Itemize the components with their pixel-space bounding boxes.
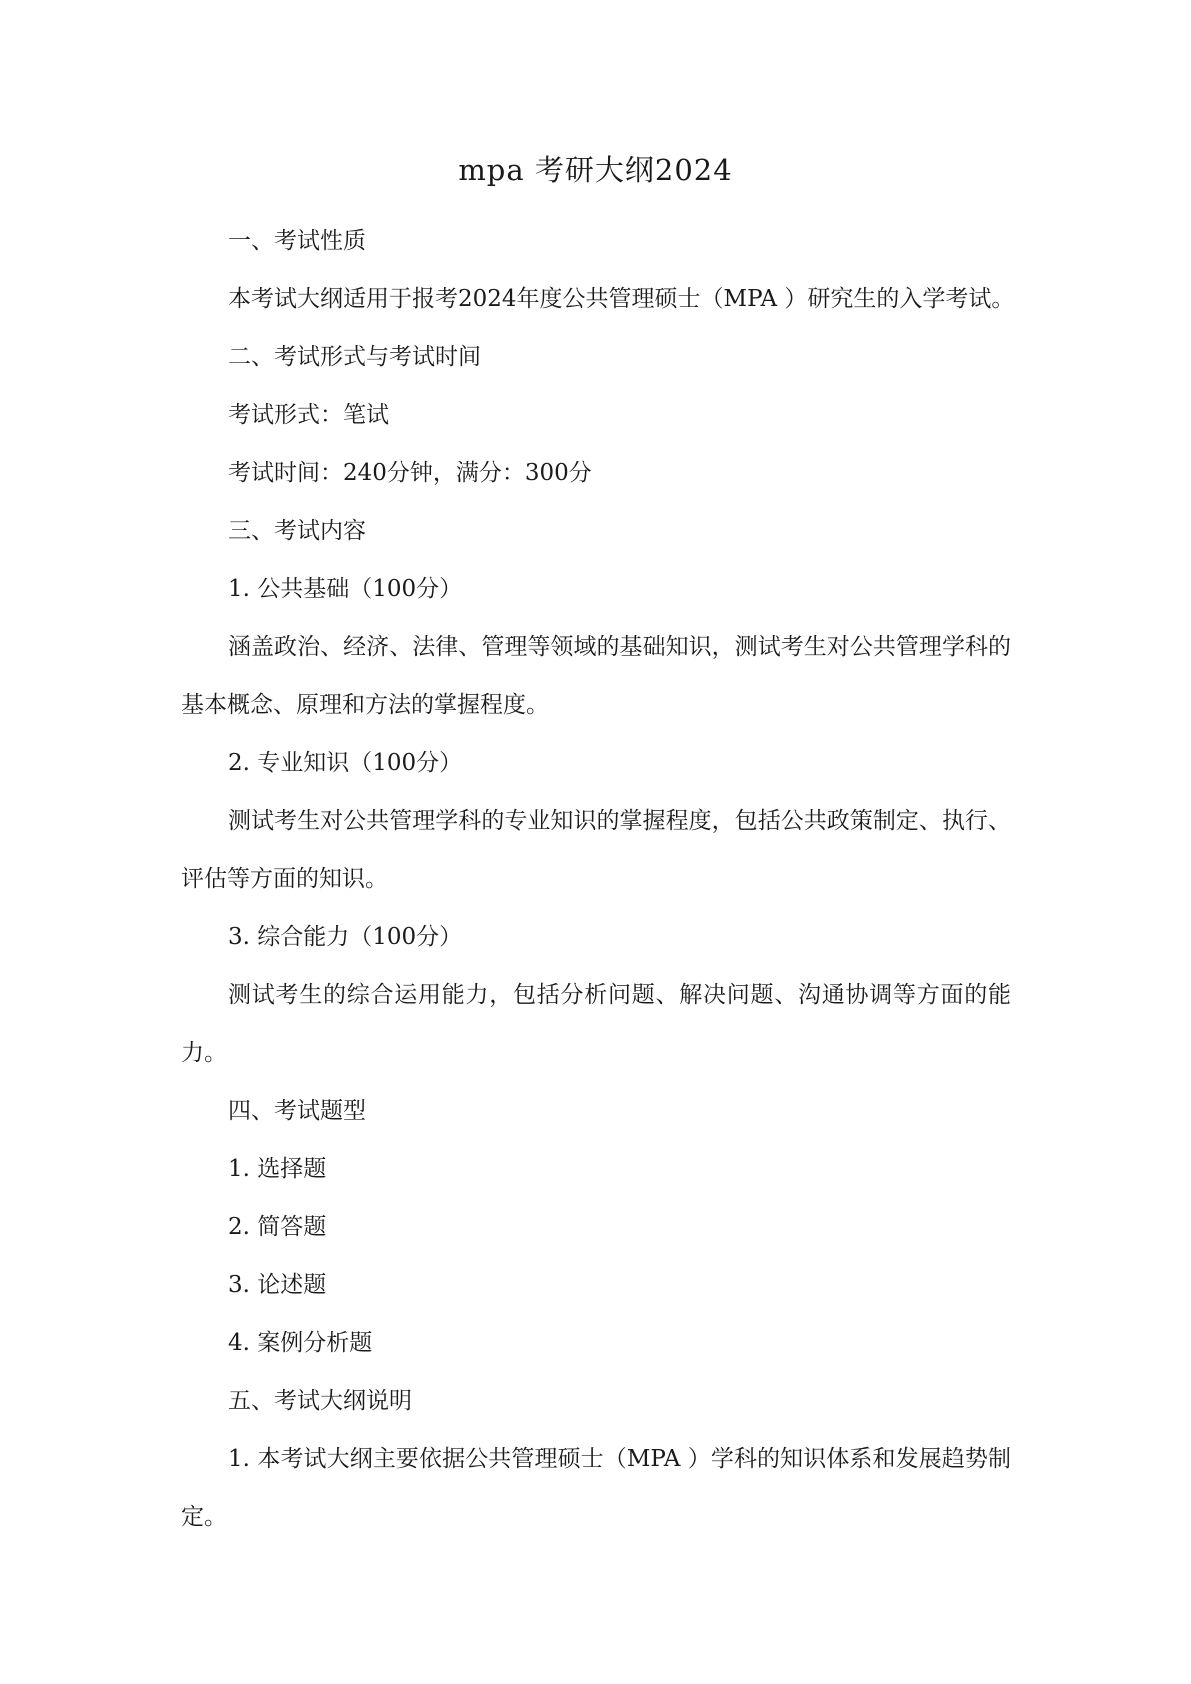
- paragraph-professional-knowledge-desc: 测试考生对公共管理学科的专业知识的掌握程度，包括公共政策制定、执行、评估等方面的知识。: [181, 808, 1011, 892]
- paragraph-exam-format: 考试形式：笔试: [228, 402, 389, 428]
- section-heading-exam-nature: 一、考试性质: [228, 228, 366, 254]
- paragraph-comprehensive-ability-desc: 测试考生的综合运用能力，包括分析问题、解决问题、沟通协调等方面的能力。: [181, 982, 1011, 1066]
- list-item-short-answer: 2. 简答题: [228, 1214, 327, 1240]
- list-item-case-analysis: 4. 案例分析题: [228, 1330, 373, 1356]
- section-heading-question-types: 四、考试题型: [228, 1098, 366, 1124]
- list-item-essay: 3. 论述题: [228, 1272, 327, 1298]
- list-item-public-basics: 1. 公共基础（100分）: [228, 576, 463, 602]
- list-item-multiple-choice: 1. 选择题: [228, 1156, 327, 1182]
- document-title: mpa 考研大纲2024: [458, 153, 733, 187]
- paragraph-public-basics-desc: 涵盖政治、经济、法律、管理等领域的基础知识，测试考生对公共管理学科的基本概念、原理和方法的掌握程度。: [181, 634, 1011, 718]
- list-item-comprehensive-ability: 3. 综合能力（100分）: [228, 924, 463, 950]
- paragraph-scope: 本考试大纲适用于报考2024年度公共管理硕士（MPA ）研究生的入学考试。: [228, 286, 1015, 312]
- document-body: [181, 212, 1015, 1546]
- section-heading-exam-content: 三、考试内容: [228, 518, 366, 544]
- paragraph-syllabus-note-1: 1. 本考试大纲主要依据公共管理硕士（MPA ）学科的知识体系和发展趋势制定。: [181, 1446, 1011, 1530]
- list-item-professional-knowledge: 2. 专业知识（100分）: [228, 750, 463, 776]
- section-heading-syllabus-notes: 五、考试大纲说明: [228, 1388, 412, 1414]
- paragraph-exam-time: 考试时间：240分钟，满分：300分: [228, 460, 592, 486]
- section-heading-exam-format-time: 二、考试形式与考试时间: [228, 344, 481, 370]
